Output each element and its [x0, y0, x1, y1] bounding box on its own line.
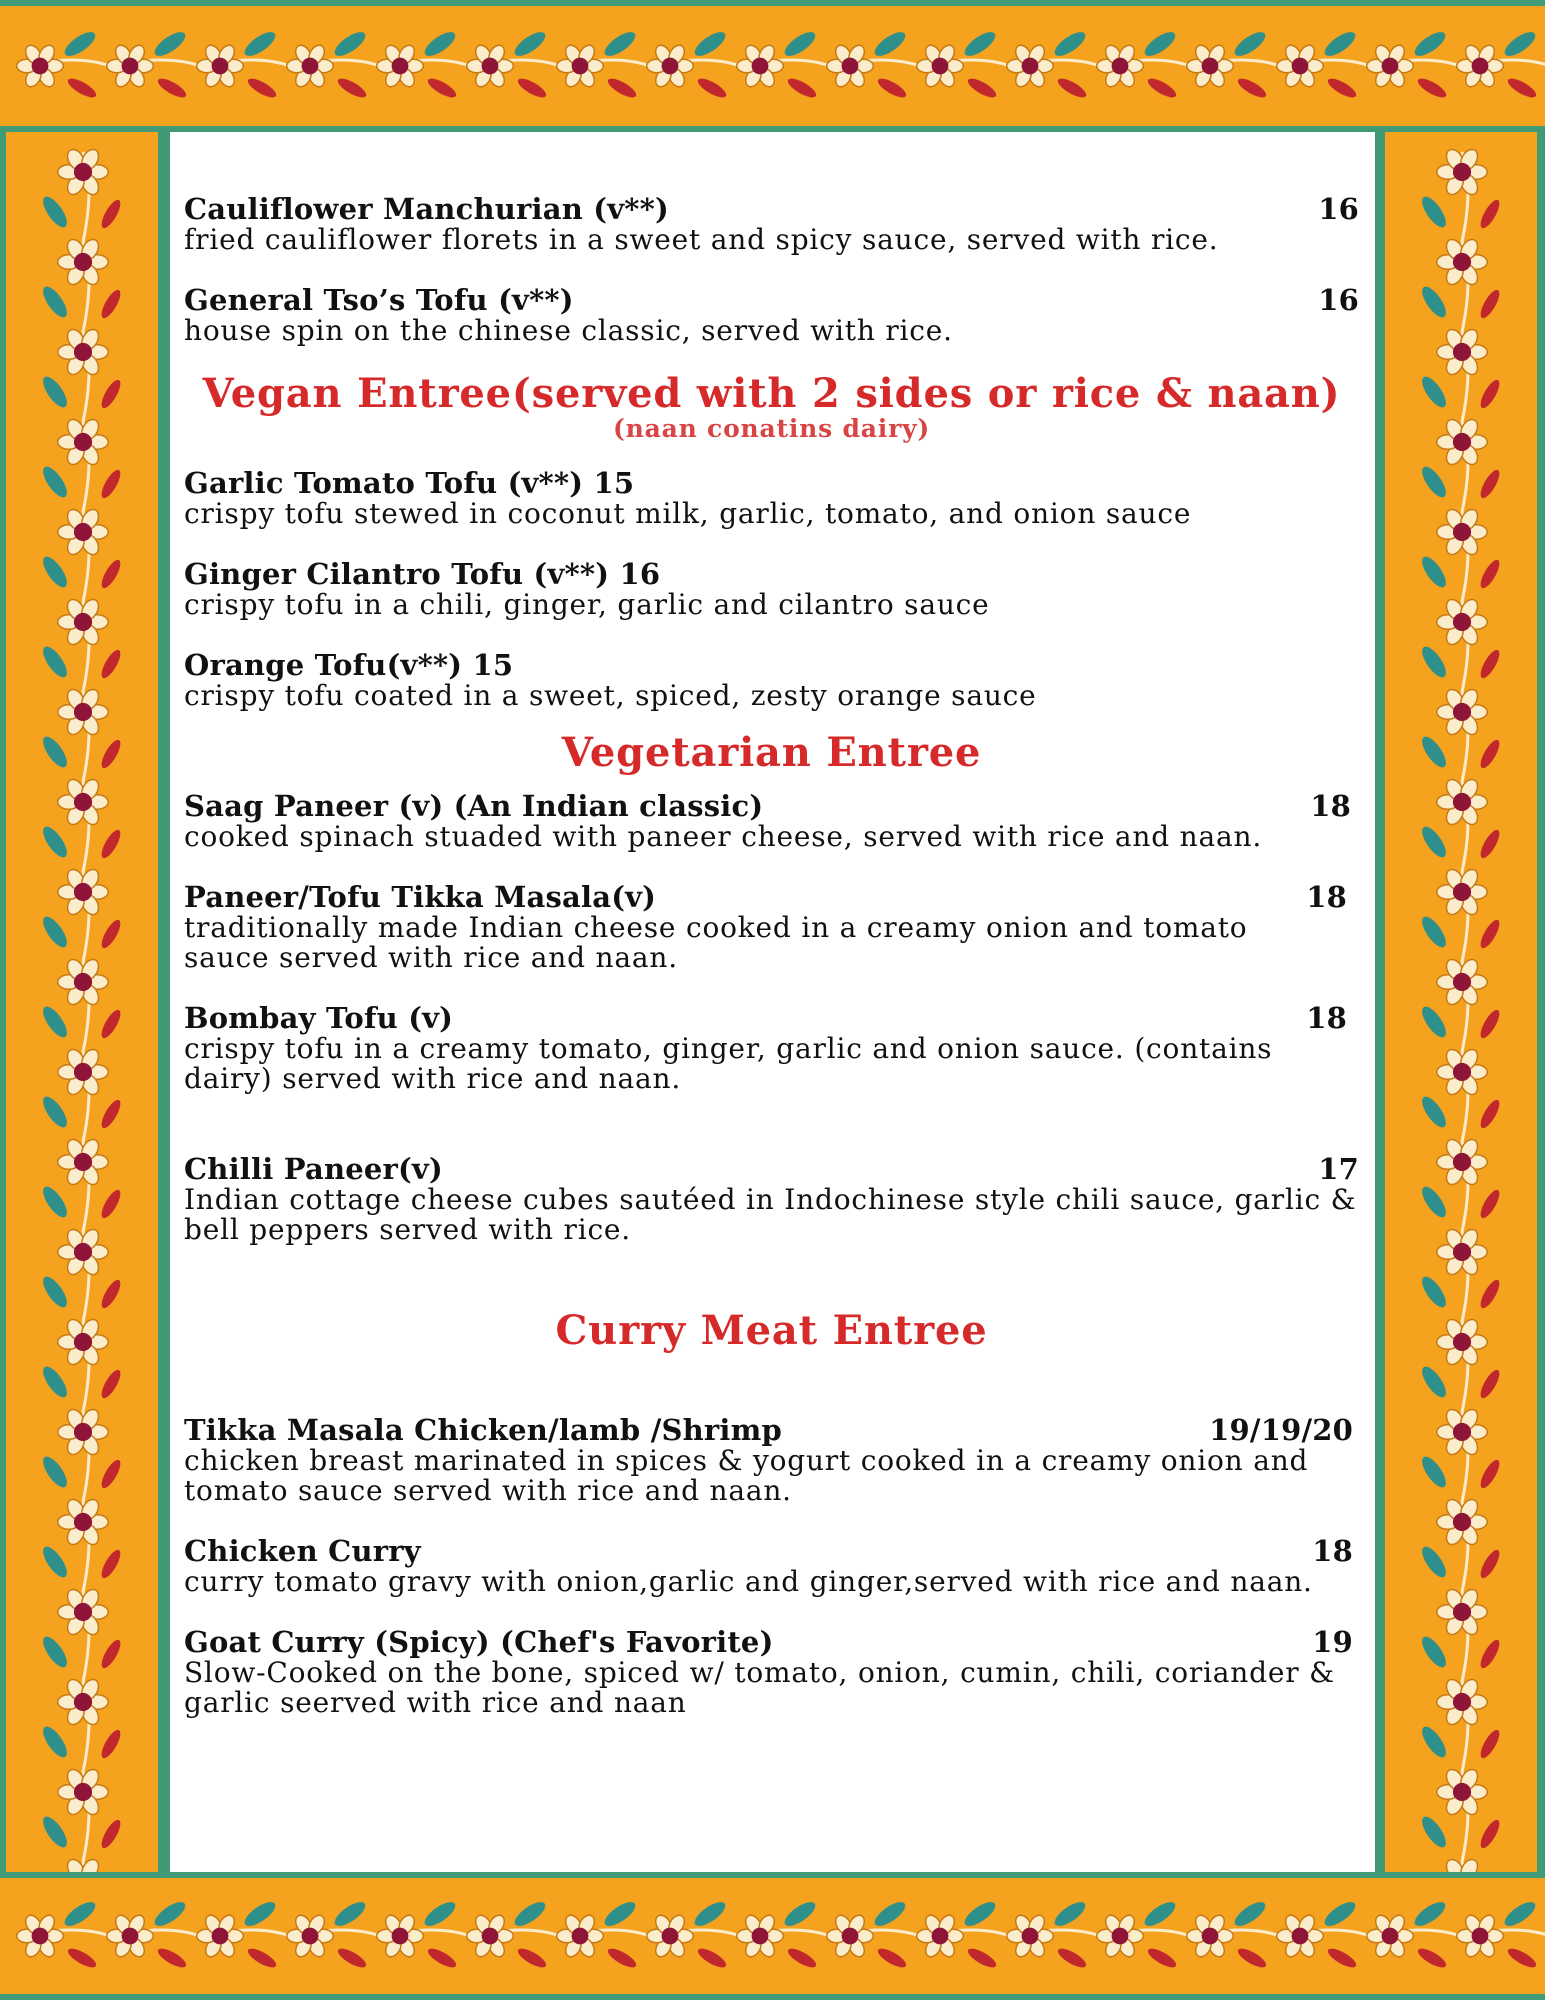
menu-item	[184, 559, 1359, 620]
item-name: Chilli Paneer(v)	[184, 1152, 443, 1186]
section-title: Vegetarian Entree	[561, 729, 982, 776]
menu-section-curry-meat	[184, 1309, 1359, 1718]
item-name: Cauliflower Manchurian (v**)	[184, 192, 669, 226]
item-name: Paneer/Tofu Tikka Masala(v)	[184, 880, 657, 914]
item-name: Bombay Tofu (v)	[184, 1001, 454, 1035]
item-description: crispy tofu coated in a sweet, spiced, zesty orange sauce	[184, 679, 1037, 712]
item-price: 19	[1312, 1625, 1353, 1659]
menu-item	[184, 1536, 1359, 1597]
item-price: 19/19/20	[1209, 1413, 1353, 1447]
menu-section-chinese	[184, 194, 1359, 346]
item-description: fried cauliflower florets in a sweet and spicy sauce, served with rice.	[184, 223, 1219, 256]
menu-item	[184, 1627, 1359, 1718]
floral-border-right	[1379, 132, 1545, 1872]
item-price: 18	[1306, 1001, 1347, 1035]
item-name: Tikka Masala Chicken/lamb /Shrimp	[184, 1413, 782, 1447]
floral-border-bottom	[0, 1872, 1545, 2000]
menu-section-vegetarian	[184, 731, 1359, 1245]
item-price: 18	[1306, 880, 1347, 914]
menu-item	[184, 791, 1359, 852]
menu-item	[184, 1003, 1359, 1094]
item-name: General Tso’s Tofu (v**)	[184, 283, 574, 317]
menu-content	[184, 194, 1359, 1718]
item-price: 18	[1310, 789, 1351, 823]
menu-item	[184, 1415, 1359, 1506]
item-description: chicken breast marinated in spices & yogurt cooked in a creamy onion and tomato sauce served with rice and naan.	[184, 1444, 1309, 1507]
item-description: Indian cottage cheese cubes sautéed in Indochinese style chili sauce, garlic & bell peppers served with rice.	[184, 1183, 1357, 1246]
item-name: Orange Tofu(v**) 15	[184, 648, 514, 682]
item-name: Chicken Curry	[184, 1534, 421, 1568]
item-price: 17	[1318, 1152, 1359, 1186]
item-name: Ginger Cilantro Tofu (v**) 16	[184, 557, 661, 591]
floral-border-left	[0, 132, 166, 1872]
item-description: curry tomato gravy with onion,garlic and ginger,served with rice and naan.	[184, 1565, 1313, 1598]
item-name: Goat Curry (Spicy) (Chef's Favorite)	[184, 1625, 774, 1659]
item-name: Garlic Tomato Tofu (v**) 15	[184, 466, 635, 500]
menu-item	[184, 1154, 1359, 1245]
item-description: Slow-Cooked on the bone, spiced w/ tomato, onion, cumin, chili, coriander & garlic seerved with rice and naan	[184, 1656, 1335, 1719]
menu-section-vegan	[184, 372, 1359, 711]
section-title: Curry Meat Entree	[555, 1307, 988, 1354]
menu-item	[184, 468, 1359, 529]
menu-item	[184, 285, 1359, 346]
item-description: crispy tofu in a creamy tomato, ginger, garlic and onion sauce. (contains dairy) served with rice and naan.	[184, 1032, 1273, 1095]
menu-item	[184, 194, 1359, 255]
item-description: crispy tofu stewed in coconut milk, garlic, tomato, and onion sauce	[184, 497, 1192, 530]
item-description: cooked spinach stuaded with paneer cheese, served with rice and naan.	[184, 820, 1263, 853]
item-price: 16	[1318, 283, 1359, 317]
floral-border-top	[0, 0, 1545, 132]
item-price: 18	[1312, 1534, 1353, 1568]
menu-item	[184, 882, 1359, 973]
section-title: Vegan Entree(served with 2 sides or rice & naan)	[202, 370, 1341, 417]
item-price: 16	[1318, 192, 1359, 226]
item-description: house spin on the chinese classic, served with rice.	[184, 314, 953, 347]
section-subtitle: (naan conatins dairy)	[612, 414, 931, 443]
item-description: crispy tofu in a chili, ginger, garlic and cilantro sauce	[184, 588, 990, 621]
item-description: traditionally made Indian cheese cooked in a creamy onion and tomato sauce served with rice and naan.	[184, 911, 1248, 974]
menu-item	[184, 650, 1359, 711]
item-name: Saag Paneer (v) (An Indian classic)	[184, 789, 764, 823]
